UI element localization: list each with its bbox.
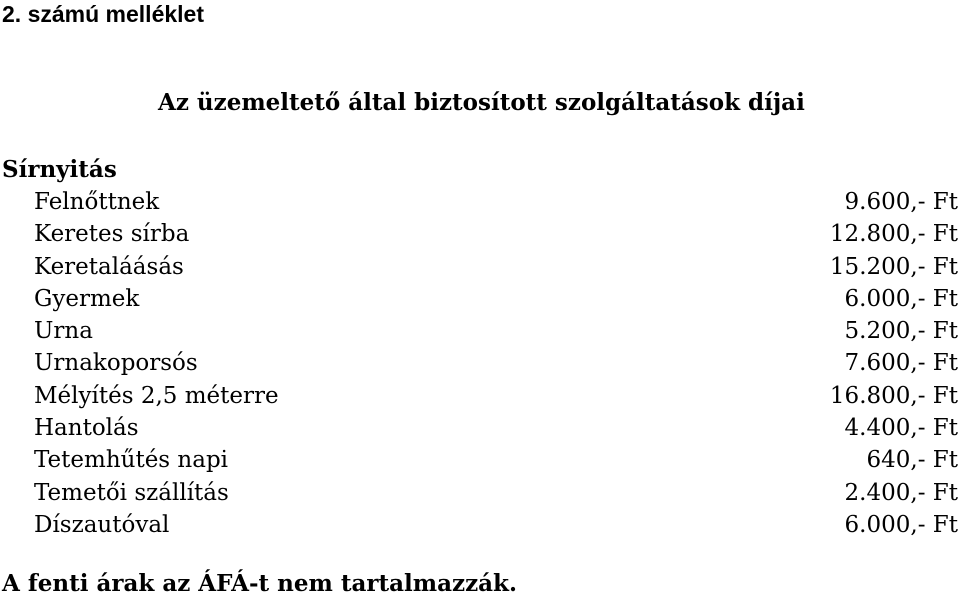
item-price: 5.200,- Ft <box>844 318 958 345</box>
item-price: 640,- Ft <box>866 447 958 474</box>
item-price: 9.600,- Ft <box>844 189 958 215</box>
item-name: Hantolás <box>34 415 139 442</box>
item-price: 6.000,- Ft <box>844 511 958 538</box>
item-price: 16.800,- Ft <box>829 382 958 409</box>
document-title: Az üzemeltető által biztosított szolgáltatások díjai <box>158 89 805 116</box>
price-row <box>0 347 960 379</box>
item-price: 6.000,- Ft <box>844 285 958 312</box>
item-name: Felnőttnek <box>34 189 160 215</box>
item-name: Mélyítés 2,5 méterre <box>34 382 279 409</box>
price-row <box>0 186 960 218</box>
section-title: Sírnyitás <box>2 156 117 183</box>
price-row <box>0 283 960 315</box>
price-row <box>0 444 960 476</box>
price-list <box>0 186 960 541</box>
item-name: Urna <box>34 318 93 345</box>
item-name: Keretaláásás <box>34 253 184 280</box>
price-row <box>0 380 960 412</box>
item-price: 4.400,- Ft <box>844 415 958 442</box>
item-name: Tetemhűtés napi <box>34 447 229 474</box>
price-row <box>0 218 960 250</box>
item-price: 7.600,- Ft <box>844 350 958 377</box>
price-row <box>0 315 960 347</box>
item-price: 2.400,- Ft <box>844 479 958 506</box>
item-name: Díszautóval <box>34 511 170 538</box>
item-price: 15.200,- Ft <box>829 253 958 280</box>
item-price: 12.800,- Ft <box>829 221 958 248</box>
item-name: Gyermek <box>34 285 140 312</box>
footer-note: A fenti árak az ÁFÁ-t nem tartalmazzák. <box>2 570 517 597</box>
price-row <box>0 477 960 509</box>
annex-title: 2. számú melléklet <box>2 1 204 27</box>
price-row <box>0 412 960 444</box>
item-name: Temetői szállítás <box>34 479 229 506</box>
price-row <box>0 509 960 541</box>
item-name: Keretes sírba <box>34 221 190 248</box>
price-row <box>0 251 960 283</box>
item-name: Urnakoporsós <box>34 350 198 377</box>
